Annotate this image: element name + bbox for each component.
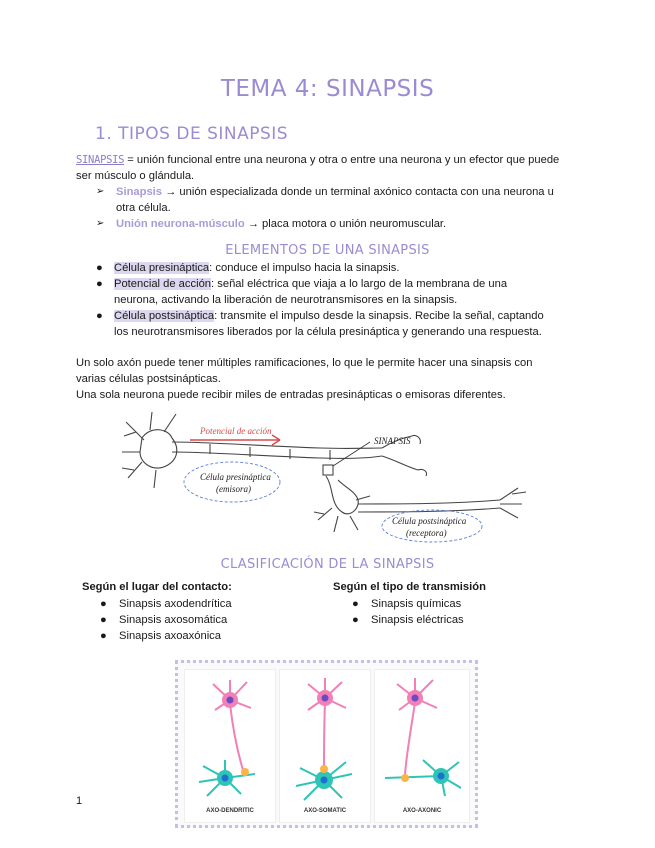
term-description: → unión especializada donde un terminal axónico contacta con una neurona u [162,186,554,198]
bullet-icon: ● [352,614,359,626]
presynaptic-sublabel: (emisora) [216,484,251,494]
list-item-label: Sinapsis químicas [371,598,462,610]
bullet-icon: ● [100,614,107,626]
figure-panel [184,669,276,823]
axo-dendritic-illustration [185,670,275,810]
axo-somatic-illustration [280,670,370,810]
paragraph-line: Un solo axón puede tener múltiples ramificaciones, lo que le permite hacer una sinapsis con [76,357,533,369]
panel-label: AXO-AXONIC [402,808,442,814]
term-description: : transmite el impulso desde la sinapsis. Recibe la señal, captando [214,310,544,322]
term-description-line2: neurona, activando la liberación de neurotransmisores en la sinapsis. [114,294,458,306]
list-item-label: Sinapsis axodendrítica [119,598,232,610]
list-item-label: Sinapsis eléctricas [371,614,464,626]
synapse-types-figure [175,660,478,828]
figure-panel [279,669,371,823]
synapse-label: SINAPSIS [374,436,411,446]
figure-panel [374,669,470,823]
list-item [96,308,596,340]
presynaptic-label: Célula presináptica [200,472,271,482]
term: Célula postsináptica [114,310,215,322]
neuron-diagram [120,408,530,548]
column-heading-contact: Según el lugar del contacto: [82,581,232,593]
list-item [96,260,596,276]
postsynaptic-label: Célula postsináptica [392,516,467,526]
postsynaptic-sublabel: (receptora) [406,528,447,538]
term-description: : señal eléctrica que viaja a lo largo de la membrana de una [211,278,508,290]
panel-label: AXO-DENDRITIC [206,808,254,814]
term: Unión neurona-músculo [116,218,245,230]
body-paragraph [76,355,596,403]
bullet-icon: ● [100,630,107,642]
list-item [96,184,591,216]
term-description: → placa motora o unión neuromuscular. [244,218,447,230]
section-heading-clasificacion: CLASIFICACIÓN DE LA SINAPSIS [220,557,435,572]
list-item [96,276,596,308]
page-title: TEMA 4: SINAPSIS [220,76,435,102]
list-item [96,216,591,232]
term-description: : conduce el impulso hacia la sinapsis. [209,262,400,274]
list-item-label: Sinapsis axoaxónica [119,630,221,642]
arrow-bullet-icon: ➢ [96,218,105,229]
list-item-label: Sinapsis axosomática [119,614,228,626]
arrow-bullet-icon: ➢ [96,186,105,197]
bullet-icon: ● [96,310,103,322]
list-item [100,628,320,644]
paragraph-line: Una sola neurona puede recibir miles de entradas presinápticas o emisoras diferentes. [76,389,506,401]
bullet-icon: ● [100,598,107,610]
definition-text: = unión funcional entre una neurona y otra o entre una neurona y un efector que puede [124,154,560,166]
section-heading-elementos: ELEMENTOS DE UNA SINAPSIS [225,243,430,258]
synapse-box [323,465,333,475]
column-heading-transmission: Según el tipo de transmisión [333,581,486,593]
term: Sinapsis [116,186,163,198]
axo-axonic-illustration [375,670,469,810]
page-number: 1 [76,795,83,807]
paragraph-line: varias células postsinápticas. [76,373,221,385]
list-item [100,596,320,612]
bullet-icon: ● [96,278,103,290]
bullet-icon: ● [96,262,103,274]
definition-term: SINAPSIS [76,154,125,166]
term-description-line2: otra célula. [116,202,171,214]
presynaptic-soma [140,430,177,468]
term: Célula presináptica [114,262,210,274]
definition-text-line2: ser músculo o glándula. [76,170,195,182]
list-item [352,596,572,612]
section-heading-tipos: 1. TIPOS DE SINAPSIS [95,124,289,144]
presynaptic-ellipse [184,462,280,502]
panel-label: AXO-SOMATIC [303,808,347,814]
list-item [352,612,572,628]
term: Potencial de acción [114,278,212,290]
definition-paragraph [76,152,596,184]
term-description-line2: los neurotransmisores liberados por la célula presináptica y generando una respuesta. [114,326,542,338]
list-item [100,612,320,628]
arrow-label: Potencial de acción [200,426,272,436]
bullet-icon: ● [352,598,359,610]
